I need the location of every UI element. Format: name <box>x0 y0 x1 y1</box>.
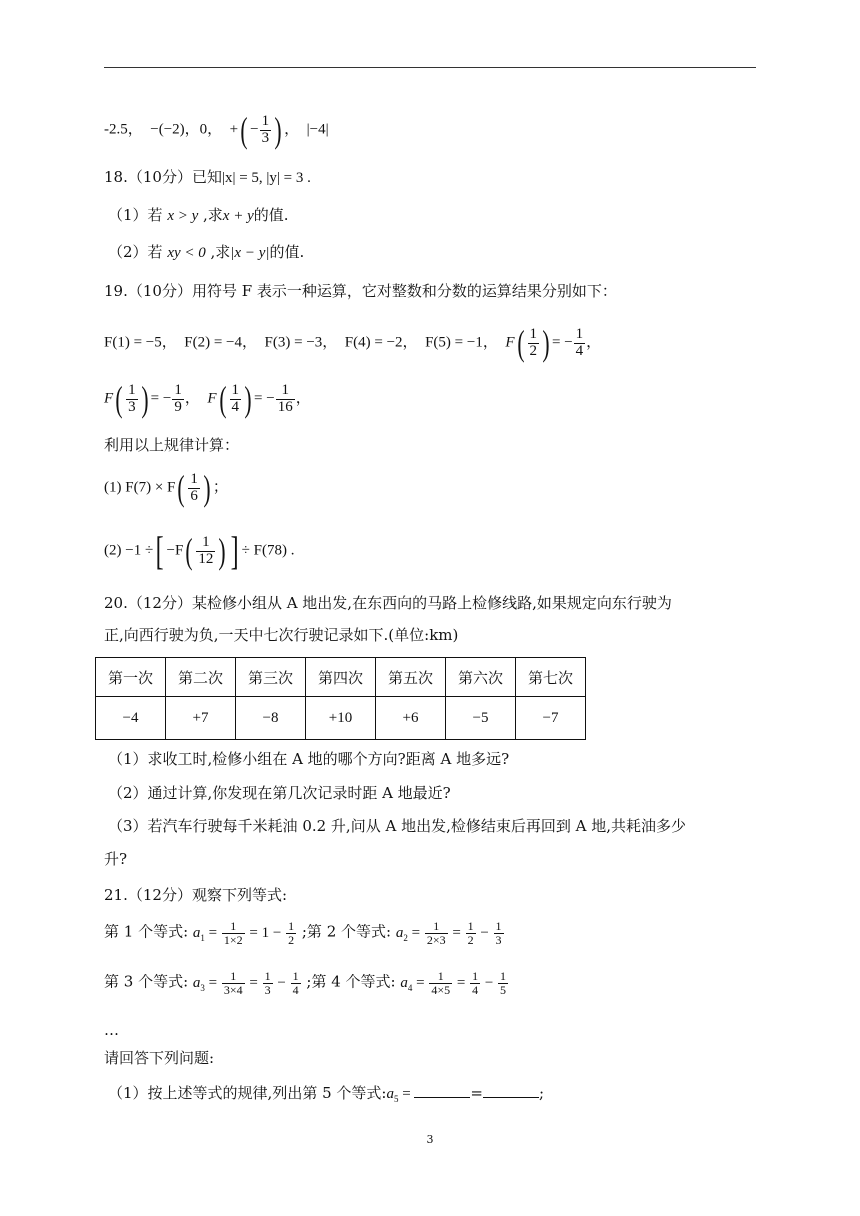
table-cell: −5 <box>446 697 516 740</box>
q18-part1: （1）若 x > y ,求x + y的值. <box>108 206 289 224</box>
table-header-cell: 第三次 <box>236 658 306 697</box>
q19-instruction: 利用以上规律计算： <box>104 436 240 454</box>
table-header-cell: 第四次 <box>306 658 376 697</box>
q21-prompt: 请回答下列问题: <box>104 1049 215 1067</box>
q21-title: 21.（12分）观察下列等式: <box>104 886 287 904</box>
q20-title-line2: 正,向西行驶为负,一天中七次行驶记录如下.(单位:km) <box>104 626 459 644</box>
q19-title: 19.（10分）用符号 F 表示一种运算，它对整数和分数的运算结果分别如下： <box>104 282 617 300</box>
q19-calc1: (1) F(7) × F( $\frac{1}{6}$ ) ； <box>104 468 228 508</box>
table-header-cell: 第七次 <box>516 658 586 697</box>
equation-2: $a_2$ = $\frac{1}{2\times 3}$ = $\frac{1}{2}$ − $\frac{1}{3}$ <box>395 919 502 947</box>
q20-part2: （2）通过计算,你发现在第几次记录时距 A 地最近? <box>108 784 451 802</box>
table-row <box>96 697 586 740</box>
equation-4: $a_4$ = $\frac{1}{4\times 5}$ = $\frac{1}{4}$ − $\frac{1}{5}$ <box>400 969 507 997</box>
table-header-cell: 第一次 <box>96 658 166 697</box>
q20-title-line1: 20.（12分）某检修小组从 A 地出发,在东西向的马路上检修线路,如果规定向东行驶为 <box>104 594 672 612</box>
table-header-cell: 第五次 <box>376 658 446 697</box>
equation-3: $a_3$ = $\frac{1}{3\times 4}$ = $\frac{1}{3}$ − $\frac{1}{4}$ <box>192 969 299 997</box>
answer-blank[interactable] <box>483 1083 539 1098</box>
q17-number-list: -2.5， −(−2)，0， +( − $\frac{1}{3}$ ) ， |−4| <box>104 110 329 150</box>
table-cell: +10 <box>306 697 376 740</box>
q20-part3-line2: 升? <box>104 850 128 868</box>
table-header-row <box>96 658 586 697</box>
q18-part2: （2）若 xy < 0 ,求|x − y|的值. <box>108 243 305 261</box>
page-number: 3 <box>426 1133 434 1146</box>
q18-title: 18.（10分）已知|x| = 5, |y| = 3 . <box>104 168 311 186</box>
table-header-cell: 第二次 <box>166 658 236 697</box>
driving-record-table <box>95 657 586 740</box>
table-cell: +7 <box>166 697 236 740</box>
table-header-cell: 第六次 <box>446 658 516 697</box>
answer-blank[interactable] <box>414 1083 470 1098</box>
q20-part1: （1）求收工时,检修小组在 A 地的哪个方向?距离 A 地多远? <box>108 750 510 768</box>
q19-calc2: (2) −1 ÷[ −F( $\frac{1}{12}$ ) ] ÷ F(78) . <box>104 528 295 573</box>
table-cell: −8 <box>236 697 306 740</box>
header-rule <box>104 67 756 68</box>
q20-part3-line1: （3）若汽车行驶每千米耗油 0.2 升,问从 A 地出发,检修结束后再回到 A 地,共耗油多少 <box>108 817 686 835</box>
q21-ellipsis: … <box>104 1021 119 1039</box>
q21-part1: （1）按上述等式的规律,列出第 5 个等式$:a_5$ = = ; <box>108 1084 545 1104</box>
equation-1: $a_1$ = $\frac{1}{1\times 2}$ = 1 − $\frac{1}{2}$ <box>192 919 295 947</box>
q21-equations-row2: 第 3 个等式: $a_3$ = $\frac{1}{3\times 4}$ = $\frac{1}{3}$ − $\frac{1}{4}$ ;第 4 个等式: $a_4$ = $\frac{1}{4\times 5}$ = $\frac{1}{4}$ − $\frac{1}{5}$ <box>104 970 509 996</box>
q21-equations-row1: 第 1 个等式: $a_1$ = $\frac{1}{1\times 2}$ = 1 − $\frac{1}{2}$ ;第 2 个等式: $a_2$ = $\frac{1}{2\times 3}$ = $\frac{1}{2}$ − $\frac{1}{3}$ <box>104 920 505 946</box>
table-cell: +6 <box>376 697 446 740</box>
table-cell: −4 <box>96 697 166 740</box>
table-cell: −7 <box>516 697 586 740</box>
q19-values-row2: F( $\frac{1}{3}$ ) = − $\frac{1}{9}$ ， F( $\frac{1}{4}$ ) = − $\frac{1}{16}$ ， <box>104 379 311 419</box>
q19-values-row1: F(1) = −5， F(2) = −4， F(3) = −3， F(4) = −2， F(5) = −1， F( $\frac{1}{2}$ ) = − $\frac{1}{4}$ ， <box>104 323 602 363</box>
